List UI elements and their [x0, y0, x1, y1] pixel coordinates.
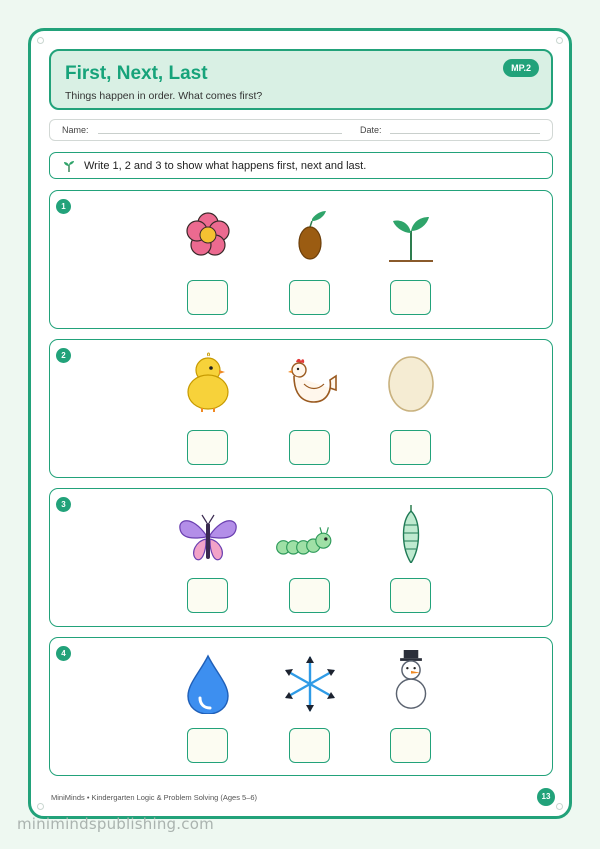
name-field[interactable]	[98, 133, 342, 134]
question-card-3	[49, 488, 553, 627]
order-answer-box[interactable]	[187, 728, 228, 763]
question-number: 2	[56, 348, 71, 363]
snowflake-icon	[280, 654, 340, 714]
caterpillar-icon	[275, 509, 335, 569]
seed-icon	[280, 205, 340, 265]
corner-dot	[37, 37, 44, 44]
instruction-bar	[49, 152, 553, 179]
order-answer-box[interactable]	[187, 578, 228, 613]
order-answer-box[interactable]	[187, 430, 228, 465]
name-date-bar	[49, 119, 553, 141]
snowman-icon	[381, 650, 441, 710]
order-answer-box[interactable]	[390, 728, 431, 763]
instruction-text: Write 1, 2 and 3 to show what happens first, next and last.	[84, 160, 367, 172]
page-title: First, Next, Last	[65, 63, 208, 84]
hen-icon	[280, 352, 340, 412]
sprout-icon	[62, 159, 76, 173]
order-answer-box[interactable]	[289, 280, 330, 315]
order-answer-box[interactable]	[187, 280, 228, 315]
corner-dot	[556, 37, 563, 44]
date-field[interactable]	[390, 133, 540, 134]
corner-dot	[37, 803, 44, 810]
order-answer-box[interactable]	[289, 728, 330, 763]
question-card-1	[49, 190, 553, 329]
page-number: 13	[537, 788, 555, 806]
question-card-4	[49, 637, 553, 776]
question-card-2	[49, 339, 553, 478]
cocoon-icon	[381, 503, 441, 563]
date-label: Date:	[360, 125, 382, 135]
corner-dot	[556, 803, 563, 810]
order-answer-box[interactable]	[390, 430, 431, 465]
butterfly-icon	[178, 509, 238, 569]
egg-icon	[381, 352, 441, 412]
order-answer-box[interactable]	[289, 430, 330, 465]
water-drop-icon	[178, 654, 238, 714]
order-answer-box[interactable]	[289, 578, 330, 613]
question-number: 3	[56, 497, 71, 512]
code-badge: MP.2	[503, 59, 539, 77]
name-label: Name:	[62, 125, 89, 135]
order-answer-box[interactable]	[390, 578, 431, 613]
sprout-plant-icon	[381, 205, 441, 265]
question-number: 4	[56, 646, 71, 661]
order-answer-box[interactable]	[390, 280, 431, 315]
footer-text: MiniMinds • Kindergarten Logic & Problem Solving (Ages 5–6)	[51, 793, 258, 802]
worksheet-page	[28, 28, 572, 819]
header-card	[49, 49, 553, 110]
flower-icon	[178, 205, 238, 265]
question-number: 1	[56, 199, 71, 214]
watermark: miniminds​publishing.com	[17, 815, 214, 833]
page-subtitle: Things happen in order. What comes first?	[65, 90, 263, 102]
chick-icon	[178, 352, 238, 412]
